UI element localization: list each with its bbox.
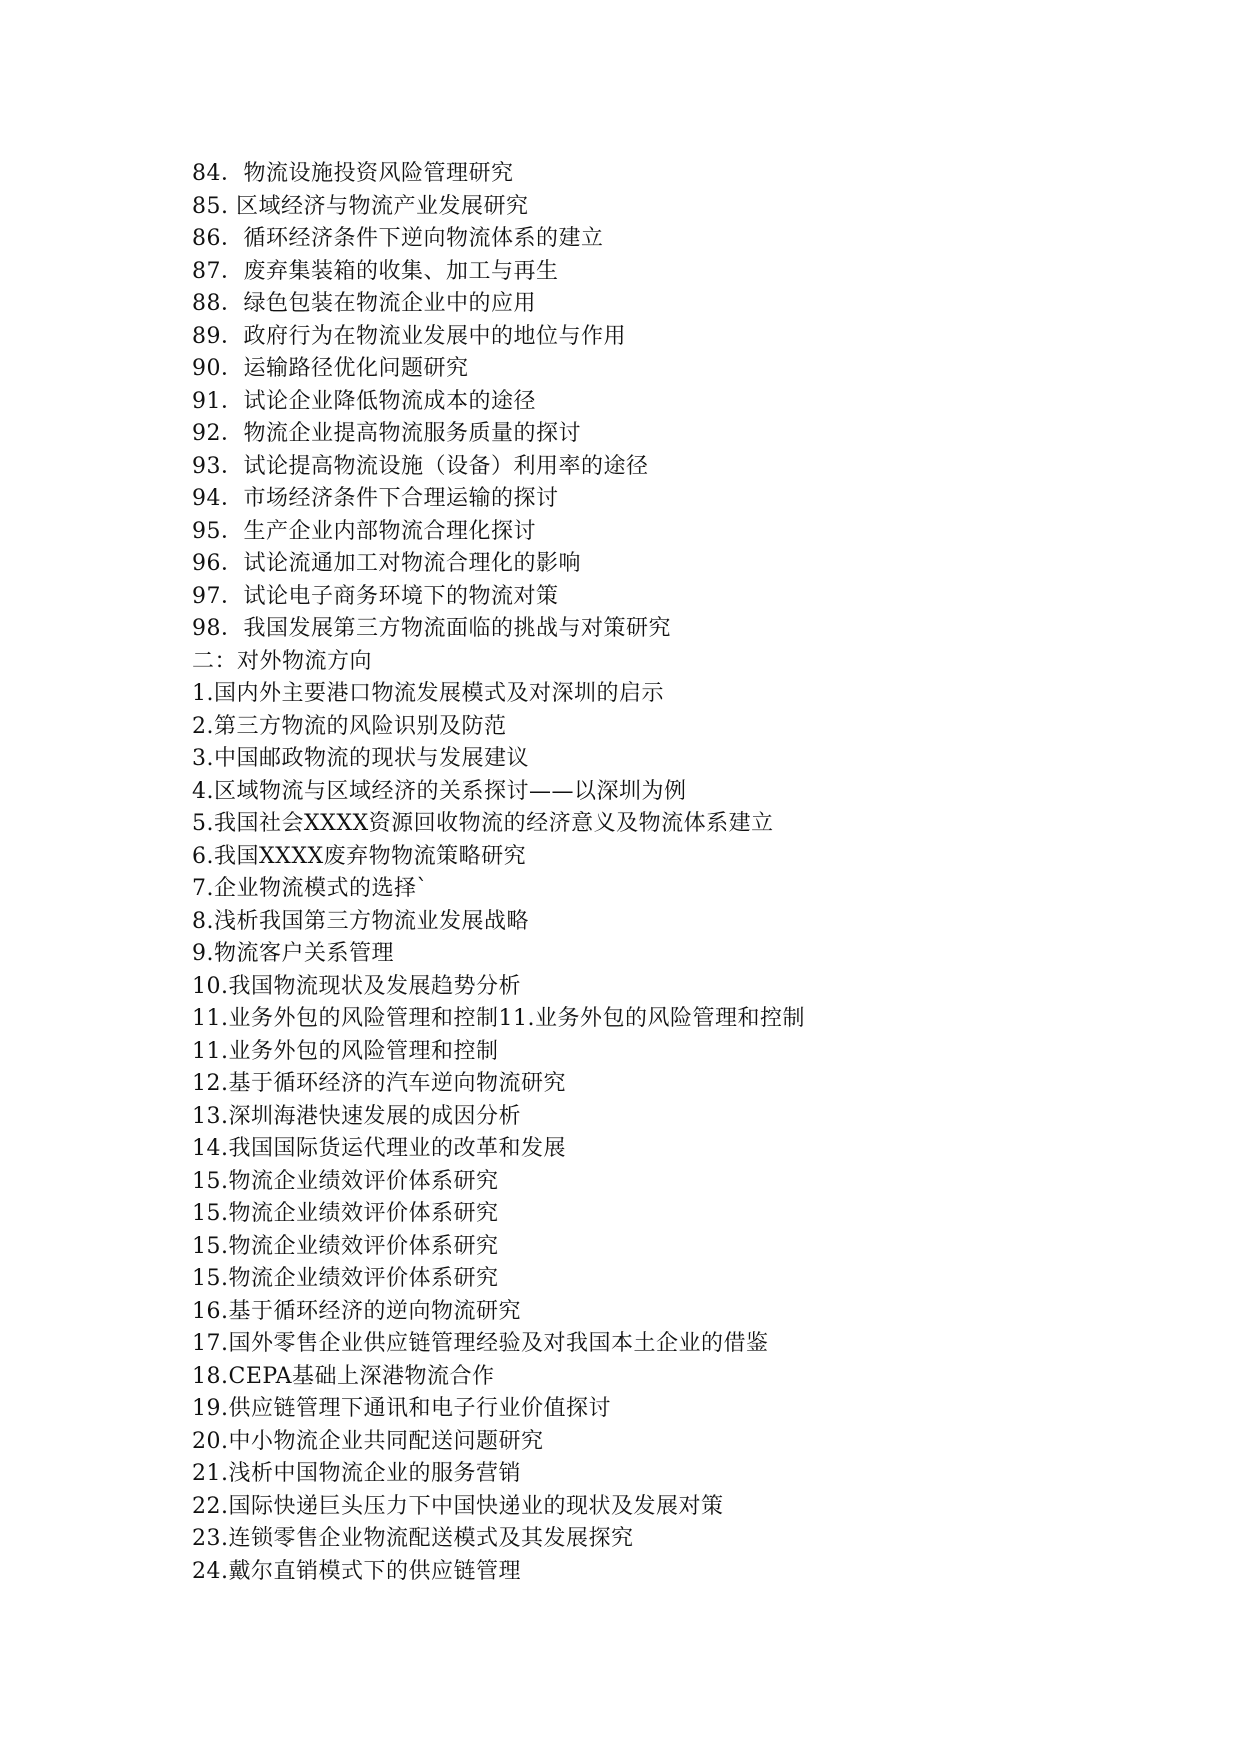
list-item: 10.我国物流现状及发展趋势分析	[192, 973, 521, 999]
list-item: 14.我国国际货运代理业的改革和发展	[192, 1136, 566, 1161]
list-item: 15.物流企业绩效评价体系研究	[192, 1168, 499, 1194]
list-item: 4.区域物流与区域经济的关系探讨——以深圳为例	[192, 778, 687, 804]
list-item: 95．生产企业内部物流合理化探讨	[192, 518, 536, 544]
list-item: 6.我国XXXX废弃物物流策略研究	[192, 843, 527, 869]
list-item: 93．试论提高物流设施（设备）利用率的途径	[192, 453, 649, 479]
list-item: 21.浅析中国物流企业的服务营销	[192, 1461, 521, 1486]
list-item: 5.我国社会XXXX资源回收物流的经济意义及物流体系建立	[192, 811, 774, 836]
list-item: 2.第三方物流的风险识别及防范	[192, 713, 507, 739]
list-item: 92．物流企业提高物流服务质量的探讨	[192, 421, 581, 446]
list-item: 15.物流企业绩效评价体系研究	[192, 1266, 499, 1291]
list-item: 94．市场经济条件下合理运输的探讨	[192, 486, 559, 511]
list-item: 87．废弃集装箱的收集、加工与再生	[192, 258, 559, 284]
list-item: 96．试论流通加工对物流合理化的影响	[192, 551, 581, 576]
list-item: 18.CEPA基础上深港物流合作	[192, 1363, 495, 1389]
list-item: 16.基于循环经济的逆向物流研究	[192, 1298, 521, 1324]
list-item: 15.物流企业绩效评价体系研究	[192, 1233, 499, 1259]
list-item: 97．试论电子商务环境下的物流对策	[192, 583, 559, 609]
list-item: 23.连锁零售企业物流配送模式及其发展探究	[192, 1526, 634, 1551]
list-item: 7.企业物流模式的选择`	[192, 876, 428, 901]
list-item: 84．物流设施投资风险管理研究	[192, 161, 514, 186]
list-item: 88．绿色包装在物流企业中的应用	[192, 291, 536, 316]
list-item: 11.业务外包的风险管理和控制	[192, 1038, 499, 1064]
list-item: 90．运输路径优化问题研究	[192, 356, 469, 381]
list-item: 98．我国发展第三方物流面临的挑战与对策研究	[192, 616, 671, 641]
topic-list	[192, 158, 805, 1588]
list-item: 24.戴尔直销模式下的供应链管理	[192, 1558, 521, 1584]
list-item: 20.中小物流企业共同配送问题研究	[192, 1428, 544, 1454]
list-item: 9.物流客户关系管理	[192, 941, 394, 966]
list-item: 8.浅析我国第三方物流业发展战略	[192, 908, 529, 934]
list-item: 17.国外零售企业供应链管理经验及对我国本土企业的借鉴	[192, 1331, 769, 1356]
list-item: 85. 区域经济与物流产业发展研究	[192, 193, 529, 219]
list-item: 19.供应链管理下通讯和电子行业价值探讨	[192, 1396, 611, 1421]
list-item: 12.基于循环经济的汽车逆向物流研究	[192, 1071, 566, 1096]
list-item: 91．试论企业降低物流成本的途径	[192, 388, 536, 414]
list-item: 二：对外物流方向	[192, 648, 373, 674]
list-item: 13.深圳海港快速发展的成因分析	[192, 1103, 521, 1129]
list-item: 15.物流企业绩效评价体系研究	[192, 1201, 499, 1226]
list-item: 3.中国邮政物流的现状与发展建议	[192, 746, 529, 771]
list-item: 86．循环经济条件下逆向物流体系的建立	[192, 226, 604, 251]
list-item: 89．政府行为在物流业发展中的地位与作用	[192, 323, 626, 349]
list-item: 22.国际快递巨头压力下中国快递业的现状及发展对策	[192, 1493, 724, 1519]
list-item: 11.业务外包的风险管理和控制11.业务外包的风险管理和控制	[192, 1006, 805, 1031]
list-item: 1.国内外主要港口物流发展模式及对深圳的启示	[192, 681, 664, 706]
